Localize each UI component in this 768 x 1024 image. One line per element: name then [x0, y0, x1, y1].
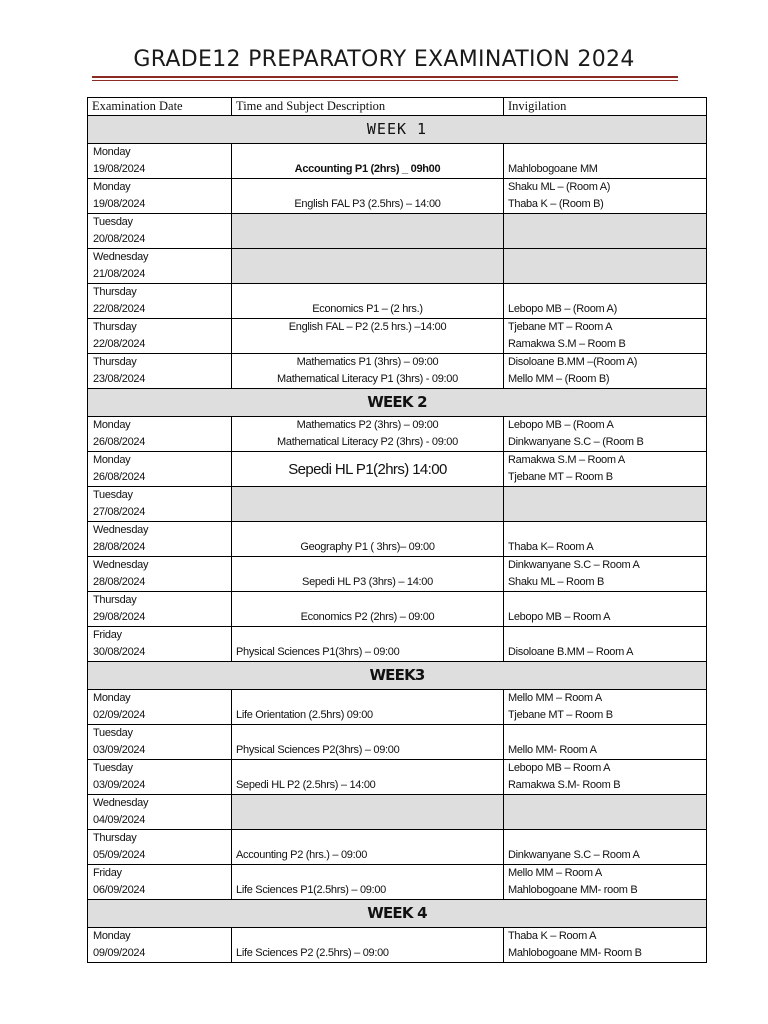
- date-cell: [88, 760, 232, 795]
- date-cell: [88, 452, 232, 487]
- table-row: [88, 319, 707, 354]
- invigilator-line: Disoloane B.MM – Room A: [508, 646, 634, 658]
- table-row: [88, 830, 707, 865]
- date-cell: [88, 830, 232, 865]
- subject-cell: [232, 144, 504, 179]
- table-row: [88, 249, 707, 284]
- day-name: Friday: [93, 867, 122, 879]
- invigilation-cell: [504, 690, 707, 725]
- subject-cell-empty: [232, 795, 504, 830]
- invigilation-cell: [504, 144, 707, 179]
- subject-line: Geography P1 ( 3hrs)– 09:00: [300, 541, 435, 553]
- date-cell: [88, 627, 232, 662]
- day-name: Tuesday: [93, 762, 133, 774]
- invigilation-cell: [504, 865, 707, 900]
- invigilation-cell: [504, 760, 707, 795]
- table-row: [88, 725, 707, 760]
- subject-line: Physical Sciences P1(3hrs) – 09:00: [236, 646, 400, 658]
- header-subject: Time and Subject Description: [232, 98, 504, 116]
- table-row: [88, 760, 707, 795]
- exam-timetable: [87, 97, 707, 963]
- date-cell: [88, 284, 232, 319]
- table-row: [88, 522, 707, 557]
- date-value: 19/08/2024: [93, 163, 146, 175]
- date-cell: [88, 557, 232, 592]
- invigilator-line: Shaku ML – Room B: [508, 576, 604, 588]
- invigilation-cell: [504, 319, 707, 354]
- date-cell: [88, 249, 232, 284]
- date-value: 09/09/2024: [93, 947, 146, 959]
- day-name: Wednesday: [93, 797, 149, 809]
- day-name: Monday: [93, 454, 131, 466]
- invigilator-line: Mello MM – Room A: [508, 867, 602, 879]
- date-value: 21/08/2024: [93, 268, 146, 280]
- invigilation-cell-empty: [504, 249, 707, 284]
- subject-line: Sepedi HL P1(2hrs) 14:00: [288, 460, 447, 478]
- date-value: 20/08/2024: [93, 233, 146, 245]
- date-value: 06/09/2024: [93, 884, 146, 896]
- week-label: WEEK 4: [88, 900, 707, 928]
- subject-cell: [232, 830, 504, 865]
- date-value: 29/08/2024: [93, 611, 146, 623]
- table-row: [88, 795, 707, 830]
- invigilator-line: Ramakwa S.M – Room A: [508, 454, 625, 466]
- date-cell: [88, 179, 232, 214]
- invigilator-line: Thaba K – Room A: [508, 930, 597, 942]
- date-value: 03/09/2024: [93, 779, 146, 791]
- subject-line: Accounting P2 (hrs.) – 09:00: [236, 849, 368, 861]
- subject-line: Life Orientation (2.5hrs) 09:00: [236, 709, 373, 721]
- title-underline: [92, 76, 678, 78]
- day-name: Friday: [93, 629, 122, 641]
- day-name: Monday: [93, 930, 131, 942]
- invigilation-cell: [504, 592, 707, 627]
- invigilator-line: Ramakwa S.M- Room B: [508, 779, 621, 791]
- date-cell: [88, 214, 232, 249]
- invigilation-cell-empty: [504, 214, 707, 249]
- date-value: 22/08/2024: [93, 303, 146, 315]
- header-exam-date: Examination Date: [88, 98, 232, 116]
- date-cell: [88, 522, 232, 557]
- invigilation-cell: [504, 284, 707, 319]
- date-value: 04/09/2024: [93, 814, 146, 826]
- invigilation-cell: [504, 354, 707, 389]
- table-row: [88, 284, 707, 319]
- date-cell: [88, 725, 232, 760]
- title-underline-thin: [92, 80, 678, 81]
- subject-cell: [232, 627, 504, 662]
- date-cell: [88, 592, 232, 627]
- day-name: Thursday: [93, 286, 137, 298]
- day-name: Wednesday: [93, 524, 149, 536]
- day-name: Wednesday: [93, 251, 149, 263]
- invigilator-line: Tjebane MT – Room A: [508, 321, 613, 333]
- day-name: Thursday: [93, 321, 137, 333]
- subject-line: Sepedi HL P3 (3hrs) – 14:00: [302, 576, 433, 588]
- invigilation-cell: [504, 830, 707, 865]
- header-invigilation: Invigilation: [504, 98, 707, 116]
- subject-cell: [232, 865, 504, 900]
- week-header-row: [88, 662, 707, 690]
- table-row: [88, 417, 707, 452]
- invigilator-line: Dinkwanyane S.C – Room A: [508, 849, 640, 861]
- date-value: 03/09/2024: [93, 744, 146, 756]
- invigilation-cell: [504, 928, 707, 963]
- subject-cell: [232, 557, 504, 592]
- date-value: 28/08/2024: [93, 576, 146, 588]
- date-value: 19/08/2024: [93, 198, 146, 210]
- invigilation-cell: [504, 417, 707, 452]
- date-cell: [88, 795, 232, 830]
- subject-cell: [232, 284, 504, 319]
- invigilation-cell: [504, 557, 707, 592]
- table-row: [88, 214, 707, 249]
- date-value: 27/08/2024: [93, 506, 146, 518]
- subject-line: Mathematical Literacy P1 (3hrs) - 09:00: [277, 373, 458, 385]
- subject-cell: [232, 417, 504, 452]
- subject-cell-empty: [232, 487, 504, 522]
- day-name: Tuesday: [93, 216, 133, 228]
- invigilation-cell: [504, 627, 707, 662]
- invigilator-line: Lebopo MB – (Room A: [508, 419, 614, 431]
- day-name: Monday: [93, 146, 131, 158]
- subject-cell-empty: [232, 249, 504, 284]
- invigilator-line: Thaba K – (Room B): [508, 198, 604, 210]
- week-label: WEEK3: [88, 662, 707, 690]
- date-cell: [88, 690, 232, 725]
- day-name: Wednesday: [93, 559, 149, 571]
- day-name: Tuesday: [93, 727, 133, 739]
- invigilation-cell: [504, 522, 707, 557]
- week-label: WEEK 2: [88, 389, 707, 417]
- subject-cell: [232, 725, 504, 760]
- date-value: 28/08/2024: [93, 541, 146, 553]
- invigilator-line: Tjebane MT – Room B: [508, 471, 613, 483]
- invigilation-cell: [504, 179, 707, 214]
- subject-cell-empty: [232, 214, 504, 249]
- invigilation-cell: [504, 725, 707, 760]
- invigilator-line: Mello MM – Room A: [508, 692, 602, 704]
- invigilator-line: Dinkwanyane S.C – (Room B: [508, 436, 644, 448]
- week-header-row: [88, 389, 707, 417]
- day-name: Monday: [93, 692, 131, 704]
- subject-line: English FAL – P2 (2.5 hrs.) –14:00: [288, 321, 447, 333]
- day-name: Monday: [93, 419, 131, 431]
- subject-line: Life Sciences P2 (2.5hrs) – 09:00: [236, 947, 389, 959]
- subject-line: Mathematical Literacy P2 (3hrs) - 09:00: [277, 436, 458, 448]
- date-cell: [88, 417, 232, 452]
- subject-line: Sepedi HL P2 (2.5hrs) – 14:00: [236, 779, 376, 791]
- date-cell: [88, 487, 232, 522]
- table-row: [88, 627, 707, 662]
- table-row: [88, 144, 707, 179]
- table-row: [88, 592, 707, 627]
- subject-cell: [232, 522, 504, 557]
- day-name: Thursday: [93, 356, 137, 368]
- table-row: [88, 452, 707, 487]
- date-cell: [88, 865, 232, 900]
- subject-cell: [232, 928, 504, 963]
- subject-cell: [232, 319, 504, 354]
- invigilator-line: Mello MM- Room A: [508, 744, 597, 756]
- subject-cell: [232, 592, 504, 627]
- week-label: WEEK 1: [88, 116, 707, 144]
- date-value: 26/08/2024: [93, 436, 146, 448]
- subject-line: Mathematics P2 (3hrs) – 09:00: [296, 419, 439, 431]
- invigilator-line: Mahlobogoane MM- Room B: [508, 947, 642, 959]
- document-title: GRADE12 PREPARATORY EXAMINATION 2024: [133, 47, 635, 72]
- table-row: [88, 557, 707, 592]
- week-header-row: [88, 116, 707, 144]
- invigilator-line: Disoloane B.MM –(Room A): [508, 356, 638, 368]
- subject-cell: [232, 760, 504, 795]
- table-row: [88, 179, 707, 214]
- subject-line: Economics P1 – (2 hrs.): [312, 303, 423, 315]
- table-row: [88, 690, 707, 725]
- day-name: Thursday: [93, 832, 137, 844]
- date-cell: [88, 928, 232, 963]
- subject-cell: [232, 179, 504, 214]
- date-value: 22/08/2024: [93, 338, 146, 350]
- invigilator-line: Tjebane MT – Room B: [508, 709, 613, 721]
- subject-line: Mathematics P1 (3hrs) – 09:00: [296, 356, 439, 368]
- invigilator-line: Lebopo MB – Room A: [508, 611, 611, 623]
- invigilator-line: Shaku ML – (Room A): [508, 181, 611, 193]
- subject-line: Life Sciences P1(2.5hrs) – 09:00: [236, 884, 386, 896]
- invigilation-cell-empty: [504, 795, 707, 830]
- invigilator-line: Lebopo MB – (Room A): [508, 303, 617, 315]
- invigilator-line: Dinkwanyane S.C – Room A: [508, 559, 640, 571]
- date-value: 23/08/2024: [93, 373, 146, 385]
- date-cell: [88, 354, 232, 389]
- day-name: Thursday: [93, 594, 137, 606]
- subject-line: Accounting P1 (2hrs) _ 09h00: [294, 163, 441, 175]
- date-value: 02/09/2024: [93, 709, 146, 721]
- week-header-row: [88, 900, 707, 928]
- table-row: [88, 928, 707, 963]
- invigilator-line: Mahlobogoane MM: [508, 163, 598, 175]
- subject-cell: [232, 690, 504, 725]
- invigilator-line: Lebopo MB – Room A: [508, 762, 611, 774]
- invigilation-cell-empty: [504, 487, 707, 522]
- invigilator-line: Thaba K– Room A: [508, 541, 594, 553]
- date-cell: [88, 144, 232, 179]
- header-row: [88, 98, 707, 116]
- subject-line: English FAL P3 (2.5hrs) – 14:00: [294, 198, 441, 210]
- subject-line: Physical Sciences P2(3hrs) – 09:00: [236, 744, 400, 756]
- table-row: [88, 865, 707, 900]
- invigilator-line: Mello MM – (Room B): [508, 373, 610, 385]
- invigilator-line: Ramakwa S.M – Room B: [508, 338, 626, 350]
- subject-cell: [232, 354, 504, 389]
- day-name: Monday: [93, 181, 131, 193]
- table-row: [88, 487, 707, 522]
- subject-line: Economics P2 (2hrs) – 09:00: [300, 611, 435, 623]
- subject-cell: [232, 452, 504, 487]
- date-value: 30/08/2024: [93, 646, 146, 658]
- invigilation-cell: [504, 452, 707, 487]
- day-name: Tuesday: [93, 489, 133, 501]
- date-value: 05/09/2024: [93, 849, 146, 861]
- invigilator-line: Mahlobogoane MM- room B: [508, 884, 638, 896]
- date-cell: [88, 319, 232, 354]
- date-value: 26/08/2024: [93, 471, 146, 483]
- table-row: [88, 354, 707, 389]
